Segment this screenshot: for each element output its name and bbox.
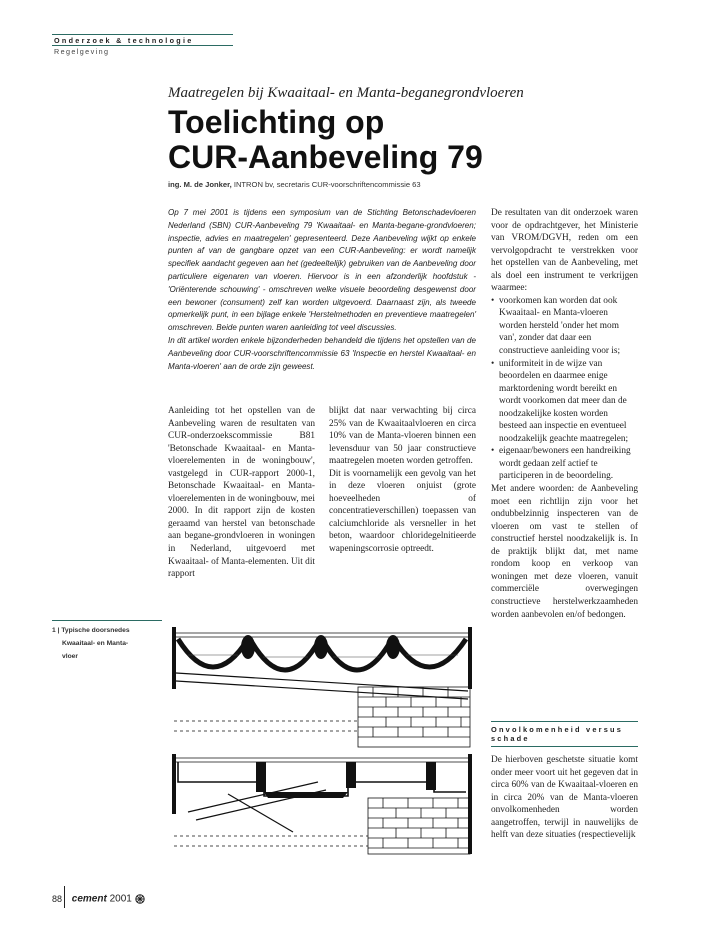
section-heading bbox=[491, 721, 638, 747]
magazine-year: 2001 bbox=[109, 893, 132, 905]
article-intro bbox=[168, 207, 476, 373]
caption-line: Typische doorsnedes bbox=[61, 627, 130, 634]
section-header bbox=[52, 34, 233, 56]
figure-number: 1 | bbox=[52, 627, 60, 634]
subsection-label: Regelgeving bbox=[54, 47, 110, 56]
body-paragraph: De resultaten van dit onderzoek waren voor de opdrachtgever, het Ministerie van VROM/DGVH, reden om een vervolgopdracht te verstrekken voor het opstellen van de Aanbeveling, met als doel een instrument te verkrijgen waarmee: bbox=[491, 208, 638, 294]
manta-cross-section-drawing bbox=[168, 752, 476, 857]
byline-author: ing. M. de Jonker, bbox=[168, 180, 232, 189]
list-item: • voorkomen kan worden dat ook Kwaaitaal- en Manta-vloeren worden hersteld 'onder het mom van', zonder dat daar een constructieve aanleiding voor is; bbox=[491, 295, 638, 358]
list-item: • eigenaar/bewoners een handreiking wordt gedaan zelf actief te participeren in de beoordeling. bbox=[491, 445, 638, 483]
intro-paragraph: In dit artikel worden enkele bijzonderheden behandeld die tijdens het opstellen van de Aanbeveling door CUR-voorschriftencommissie 63 'Inspectie en herstel Kwaaitaal- en Manta-vloeren' aan de orde zijn geweest. bbox=[168, 335, 476, 371]
body-paragraph: Met andere woorden: de Aanbeveling moet een richtlijn zijn voor het ondubbelzinnig inspecteren van de vloeren om vast te stellen of constructief herstel noodzakelijk is. In de praktijk blijkt dat, met name rondom koop en verkoop van woningen met deze vloeren, vanuit commerciële overwegingen constructieve herstelwerkzaamheden worden aanbevolen en/of bedongen. bbox=[491, 484, 638, 620]
body-column-2 bbox=[329, 405, 476, 556]
body-column-4 bbox=[491, 754, 638, 842]
section-label: Onderzoek & technologie bbox=[54, 36, 194, 45]
heading-rule bbox=[491, 746, 638, 747]
section-heading-text: Onvolkomenheid versus schade bbox=[491, 725, 624, 743]
byline-affiliation: INTRON bv, secretaris CUR-voorschriftencommissie 63 bbox=[231, 180, 421, 189]
article-title bbox=[168, 105, 483, 175]
intro-paragraph: Op 7 mei 2001 is tijdens een symposium van de Stichting Betonschadevloeren Nederland (SBN) CUR-Aanbeveling 79 'Kwaaitaal- en Manta-begane-grondvloeren; inspectie, advies en maatregelen' gepresenteerd. Deze Aanbeveling wijkt op enkele punten af van de gangbare opzet van een CUR-Aanbeveling: er wordt namelijk specifiek aandacht gegeven aan het (gedeeltelijk) gebruiken van de Aanbeveling door particuliere eigenaren van vloeren. Hiervoor is in een afzonderlijk hoofdstuk - 'Oriënterende schouwing' - omschreven welke visuele beoordeling desgewenst door een bewoner (consument) zelf kan worden uitgevoerd. Daarnaast zijn, als tweede opmerkelijk punt, in een bijlage enkele 'Herstelmethoden en preventieve maatregelen' omschreven. Beide punten waren aanleiding tot veel discussies. bbox=[168, 208, 476, 333]
caption-rule bbox=[52, 620, 162, 621]
goal-list bbox=[491, 295, 638, 483]
list-item: • uniformiteit in de wijze van beoordelen en daarmee enige marktordening wordt bereikt en wordt voorkomen dat meer dan de noodzakelijke kosten worden besteed aan inspectie en eventueel noodzakelijk geachte maatregelen; bbox=[491, 358, 638, 446]
body-paragraph: Aanleiding tot het opstellen van de Aanbeveling waren de resultaten van CUR-onderzoekscommissie B81 'Betonschade Kwaaitaal- en Manta-vloerelementen in de woningbouw', vastgelegd in CUR-rapport 2000-1, Betonschade Kwaaitaal- en Manta-vloerelementen in de woningbouw, mei 2000. In dit rapport zijn de kosten geraamd van herstel van betonschade aan begane-grondvloeren in woningen in Nederland, uitgevoerd met Kwaaitaal- of Manta-elementen. Uit dit rapport bbox=[168, 406, 315, 580]
body-column-1 bbox=[168, 405, 315, 581]
article-kicker: Maatregelen bij Kwaaitaal- en Manta-beganegrondvloeren bbox=[168, 85, 524, 101]
magazine-name: cement bbox=[71, 893, 107, 905]
footer-divider bbox=[64, 886, 65, 908]
body-paragraph: Dit is voornamelijk een gevolg van het in deze vloeren onjuist (grote hoeveelheden of concentratieverschillen) toepassen van calciumchloride als versneller in het beton, waardoor chloridegelnitieerde wapeningscorrosie optreedt. bbox=[329, 468, 476, 555]
figure-caption bbox=[52, 620, 162, 663]
caption-line: Kwaaitaal- en Manta- bbox=[62, 640, 129, 647]
body-paragraph: De hierboven geschetste situatie komt onder meer voort uit het gegeven dat in circa 60% van de Kwaaitaal-vloeren en in circa 20% van de Manta-vloeren onvolkomenheden worden aangetroffen, terwijl in nauwelijks de helft van deze situaties (respectievelijk bbox=[491, 755, 638, 841]
body-paragraph: blijkt dat naar verwachting bij circa 25% van de Kwaaitaalvloeren en circa 10% van de Manta-vloeren binnen een levensduur van 50 jaar constructieve maatregelen moeten worden getroffen. bbox=[329, 406, 476, 467]
title-line-1: Toelichting op bbox=[168, 104, 385, 140]
caption-line: vloer bbox=[62, 653, 78, 660]
kwaaitaal-cross-section-drawing bbox=[168, 625, 476, 751]
byline bbox=[168, 180, 421, 189]
page-number: 88 bbox=[52, 893, 63, 904]
body-column-3 bbox=[491, 207, 638, 621]
title-line-2: CUR-Aanbeveling 79 bbox=[168, 139, 483, 175]
magazine-logo-icon bbox=[135, 894, 145, 904]
page-footer bbox=[52, 888, 145, 910]
